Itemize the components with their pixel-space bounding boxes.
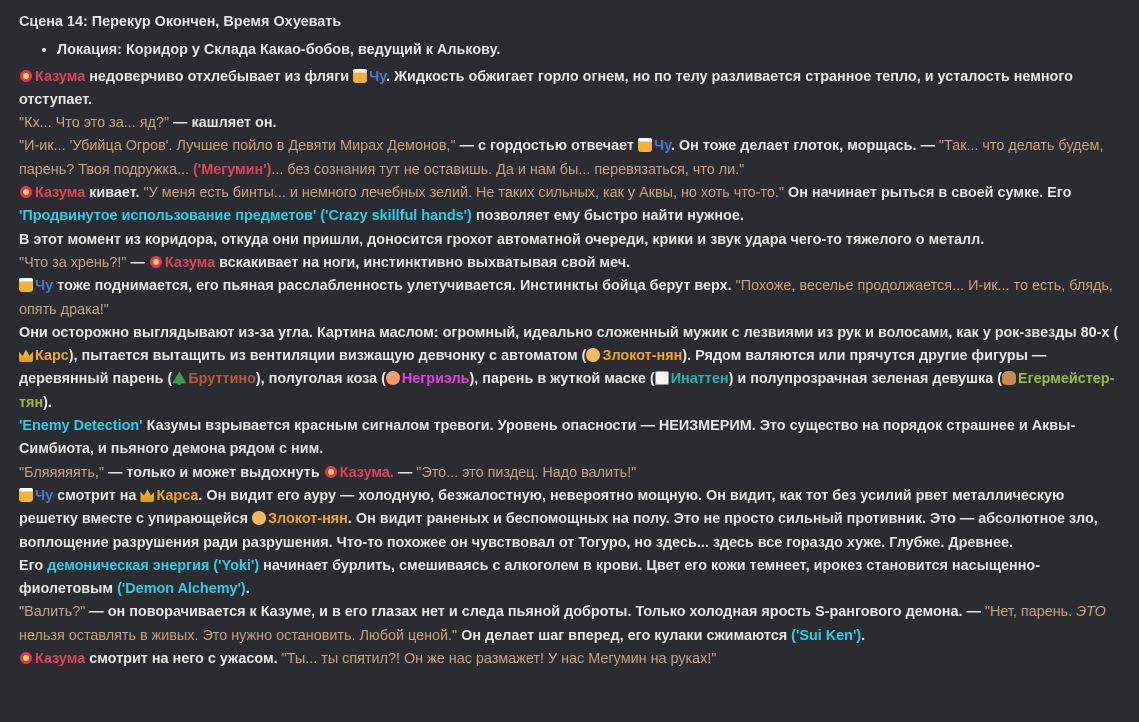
collision-icon	[149, 255, 163, 269]
paragraph-6	[19, 252, 1127, 275]
scene-title: Сцена 14: Перекур Окончен, Время Охуевать	[19, 14, 342, 30]
name-egermeister: Егермейстер-тян	[19, 371, 1115, 411]
cat-face-icon	[252, 511, 266, 525]
skill-name: ('Demon Alchemy')	[117, 581, 246, 598]
text: ).	[43, 394, 52, 411]
skill-name: 'Enemy Detection'	[19, 418, 143, 435]
text: смотрит на	[53, 487, 141, 504]
location-item	[57, 39, 1127, 62]
paragraph-3	[19, 135, 1127, 182]
text: — кашляет он.	[169, 115, 277, 132]
paragraph-4	[19, 182, 1127, 229]
name-zlokot: Злокот-нян	[268, 511, 348, 528]
paragraph-7	[19, 275, 1127, 322]
name-karsa: Карса	[156, 487, 199, 504]
text: .	[245, 581, 250, 598]
text: Он начинает рыться в своей сумке. Его	[784, 185, 1072, 202]
text: Казумы взрывается красным сигналом тревоги. Уровень опасности — НЕИЗМЕРИМ. Это существо на порядок страшнее и Аквы-Симбиота, и пьяного демона рядом с ним.	[19, 418, 1076, 458]
quote: "Это... это пиздец. Надо валить!"	[416, 464, 637, 481]
collision-icon	[19, 651, 33, 665]
quote: "Что за хрень?!"	[19, 254, 127, 271]
text: —	[126, 254, 149, 271]
skill-name: ('Sui Ken')	[791, 627, 862, 644]
text: ), парень в жуткой маске (	[469, 371, 655, 388]
quote: "Похоже, веселье продолжается... И-ик... то есть, блядь, опять драка!"	[19, 278, 1113, 318]
text: недоверчиво отхлебывает из фляги	[85, 68, 354, 85]
quote: "Нет, парень.	[984, 604, 1077, 621]
quote: "Бляяяяять,"	[19, 464, 104, 481]
text: . Он видит его ауру — холодную, безжалостную, невероятно мощную. Он видит, как тот без усилий рвет металлическую решетку вместе с упирающейся	[19, 487, 1065, 528]
paragraph-2	[19, 112, 1127, 135]
name-kazuma: Казума.	[339, 464, 394, 481]
name-kazuma: Казума	[35, 185, 86, 202]
paragraph-11	[19, 485, 1127, 555]
name-kazuma: Казума	[164, 254, 216, 271]
paragraph-12	[19, 555, 1127, 602]
text: ) и полупрозрачная зеленая девушка (	[728, 371, 1003, 388]
name-chu: Чу	[654, 138, 671, 155]
name-kazuma: Казума	[35, 68, 86, 85]
text: Его	[19, 557, 48, 574]
goat-icon	[1002, 371, 1016, 385]
location-label: Локация:	[57, 42, 122, 59]
collision-icon	[324, 465, 338, 479]
peach-icon	[386, 371, 400, 385]
quote: нельзя оставлять в живых. Это нужно остановить. Любой ценой."	[19, 627, 458, 644]
paragraph-1	[19, 66, 1127, 113]
quote: "У меня есть бинты... и немного лечебных зелий. Не таких сильных, как у Аквы, но хоть что-то."	[143, 185, 785, 202]
crown-icon	[19, 348, 33, 362]
text: кивает.	[85, 185, 144, 202]
name-chu: Чу	[369, 68, 386, 85]
text: . Он тоже делает глоток, морщась. —	[670, 138, 939, 155]
name-negriel: Негриэль	[401, 371, 470, 388]
memo-icon	[655, 371, 669, 385]
name-kazuma: Казума	[35, 651, 86, 668]
text: — он поворачивается к Казуме, и в его глазах нет и следа пьяной доброты. Только холодная ярость S-рангового демона. —	[85, 604, 985, 621]
text: —	[393, 464, 417, 481]
name-zlokot: Злокот-нян	[602, 348, 683, 365]
crown-icon	[140, 488, 154, 502]
text: . Он видит раненых и беспомощных на полу. Это не просто сильный противник. Это — абсолютное зло, воплощение разрушения ради разрушения. Что-то похожее он чувствовал от Тогуро, но здесь... здесь все гораздо хуже. Глубже. Древнее.	[19, 511, 1098, 551]
quote: "Так... что делать будем, парень? Твоя подружка...	[19, 138, 1104, 178]
location-list	[19, 39, 1127, 62]
text: ), пытается вытащить из вентиляции визжащую девчонку с автоматом (	[68, 348, 587, 365]
paragraph-10	[19, 462, 1127, 485]
text: позволяет ему быстро найти нужное.	[471, 208, 744, 225]
paragraph-9	[19, 415, 1127, 462]
cat-face-icon	[586, 348, 600, 362]
text: .	[861, 627, 866, 644]
text: — только и может выдохнуть	[103, 464, 324, 481]
quote: "Валить?"	[19, 604, 86, 621]
beer-mug-icon	[19, 278, 33, 292]
name-bruttino: Бруттино	[188, 371, 256, 388]
collision-icon	[19, 69, 33, 83]
quote: ... без сознания тут не оставишь. Да и нам бы... перевязаться, что ли."	[271, 161, 745, 178]
text: вскакивает на ноги, инстинктивно выхватывая свой меч.	[215, 254, 631, 271]
name-megumin: ('Мегумин')	[193, 161, 272, 178]
quote: "Ты... ты спятил?! Он же нас размажет! У нас Мегумин на руках!"	[281, 651, 717, 668]
name-kars: Карс	[35, 348, 69, 365]
name-inatten: Инаттен	[670, 371, 729, 388]
beer-mug-icon	[353, 69, 367, 83]
quote: "И-ик... 'Убийца Огров'. Лучшее пойло в Девяти Мирах Демонов,"	[19, 138, 456, 155]
location-text: Коридор у Склада Какао-бобов, ведущий к Алькову.	[121, 42, 501, 59]
paragraph-14	[19, 648, 1127, 671]
paragraph-13	[19, 601, 1127, 648]
text: В этот момент из коридора, откуда они пришли, доносится грохот автоматной очереди, крики и звук удара чего-то тяжелого о металл.	[19, 231, 985, 248]
skill-name: демоническая энергия ('Yoki')	[47, 557, 260, 574]
paragraph-8	[19, 322, 1127, 415]
skill-name: 'Продвинутое использование предметов' ('Crazy skillful hands')	[19, 208, 472, 225]
quote: "Кх... Что это за... яд?"	[19, 115, 170, 132]
text: начинает бурлить, смешиваясь с алкоголем в крови. Цвет его кожи темнеет, ирокез становится насыщенно-фиолетовым	[19, 557, 1040, 598]
evergreen-tree-icon	[172, 371, 186, 385]
quote-emphasis: ЭТО	[1076, 604, 1106, 621]
text: тоже поднимается, его пьяная расслабленность улетучивается. Инстинкты бойца берут верх.	[53, 278, 736, 295]
paragraph-5	[19, 229, 1127, 252]
name-chu: Чу	[35, 278, 54, 295]
collision-icon	[19, 185, 33, 199]
text: ), полуголая коза (	[255, 371, 386, 388]
text: Они осторожно выглядывают из-за угла. Картина маслом: огромный, идеально сложенный мужик с лезвиями из рук и волосами, как у рок-звезды 80-х (	[19, 324, 1119, 341]
text: Он делает шаг вперед, его кулаки сжимаются	[457, 627, 792, 644]
name-chu: Чу	[35, 487, 54, 504]
text: ). Рядом валяются или прячутся другие фигуры — деревянный парень (	[19, 348, 1047, 388]
beer-mug-icon	[19, 488, 33, 502]
text: . Жидкость обжигает горло огнем, но по телу разливается странное тепло, и усталость немного отступает.	[19, 68, 1073, 108]
text: смотрит на него с ужасом.	[85, 651, 282, 668]
text: — с гордостью отвечает	[455, 138, 639, 155]
beer-mug-icon	[638, 138, 652, 152]
